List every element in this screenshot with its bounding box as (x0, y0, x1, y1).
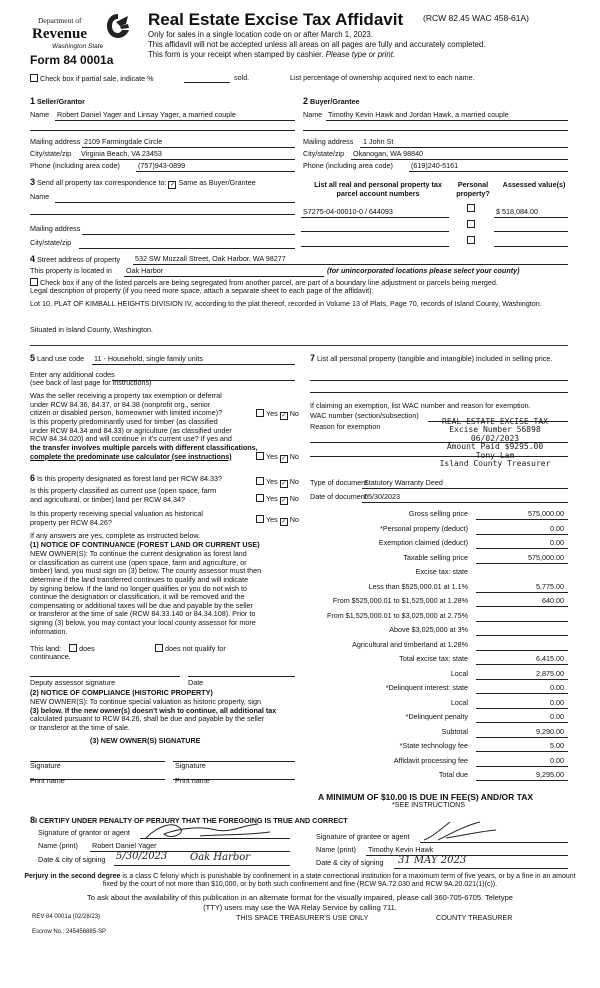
same-as-buyer-label: Same as Buyer/Grantee (178, 178, 256, 187)
notice-line: compensating or additional taxes will be due and payable by the seller (30, 600, 253, 610)
no-label: No (289, 477, 299, 486)
q2-line: Is this property predominantly used for timber (as classified (30, 417, 218, 426)
q-line: Is this property classified as current use (open space, farm (30, 486, 217, 495)
s3-name-label: Name (30, 192, 50, 201)
yes-label: Yes (266, 515, 278, 524)
section-1-title: Seller/Grantor (37, 97, 85, 106)
parcel-number-field[interactable]: S7275-04-00010-0 / 644093 (303, 207, 393, 216)
buyer-city-field[interactable]: Okanogan, WA 98840 (353, 149, 424, 158)
calc-label: *State technology fee (399, 741, 468, 750)
doc-date-field[interactable]: 05/30/2023 (364, 492, 400, 501)
calc-underline (476, 780, 568, 781)
alt-format-2: (TTY) users may use the WA Relay Service by calling 711. (203, 903, 397, 912)
segregated-label: Check box if any of the listed parcels are being segregated from another parcel, are part of a boundary line adjustment or parcels being merged. (40, 278, 498, 287)
grantee-name-label: Name (print) (316, 845, 356, 854)
seller-mail-field[interactable]: 2109 Farmingdale Circle (84, 137, 163, 146)
calc-label: Taxable selling price (403, 552, 468, 562)
owner-print-label-1: Print name (30, 776, 65, 785)
q1-yes-label: Yes (266, 409, 278, 418)
q1-line: citizen or disabled person, homeowner with limited income)? (30, 408, 223, 418)
statute-ref: (RCW 82.45 WAC 458-61A) (423, 13, 529, 23)
alt-format-1: To ask about the availability of this publication in an alternate format for the visually impaired, please call 360-705-6705. Teletype (87, 893, 513, 902)
does-not-checkbox[interactable] (155, 644, 163, 652)
notice-line: determine if the land transferred continues to qualify and will indicate (30, 574, 249, 584)
subtitle-1: Only for sales in a single location code on or after March 1, 2023. (148, 30, 373, 39)
s3-mail-label: Mailing address (30, 224, 81, 233)
notice-line: timber) land, you must sign on (3) below. The county assessor must then (30, 566, 262, 576)
timber-question (30, 418, 258, 461)
buyer-phone-field[interactable]: (619)240-5161 (411, 161, 459, 170)
subtitle-3-row (148, 50, 395, 59)
q2-yes-no (256, 452, 299, 463)
additional-codes-note: (see back of last page for instructions) (30, 378, 152, 387)
partial-sold-label: sold. (234, 73, 250, 82)
s6-q2-yes-checkbox[interactable] (256, 494, 264, 502)
notice-line: NEW OWNER(S): To continue the current designation as forest land (30, 549, 247, 558)
calc-value[interactable]: 0.00 (550, 523, 564, 533)
q2-yes-label: Yes (266, 452, 278, 461)
calc-value[interactable]: 0.00 (550, 538, 564, 547)
calc-label: From $525,000.01 to $1,525,000 at 1.28% (332, 596, 468, 605)
unincorporated-note: (for unincorporated locations please select your county) (327, 266, 520, 275)
section-3-number: 3 (30, 177, 36, 187)
calc-label: *Delinquent interest: state (385, 683, 468, 692)
seller-mail-label: Mailing address (30, 137, 81, 146)
section-8-number: 8 (30, 815, 36, 825)
same-as-buyer-checkbox[interactable]: ✓ (169, 182, 175, 188)
calc-underline (476, 606, 568, 607)
situated-text: Situated in Island County, Washington. (30, 325, 154, 334)
owner-print-label-2: Print name (175, 776, 210, 785)
wac-number-label: WAC number (section/subsection) (310, 411, 419, 420)
s6-q3-yes-no (256, 515, 299, 526)
calc-underline (476, 592, 568, 593)
calc-underline (476, 635, 568, 636)
see-instructions: *SEE INSTRUCTIONS (392, 800, 466, 809)
calc-label: Excise tax: state (415, 567, 468, 576)
continuance-label: continuance. (30, 652, 71, 661)
notice-line: calculated pursuant to RCW 84.26, shall be due and payable by the seller (30, 714, 265, 724)
does-label: does (79, 644, 95, 653)
section-5-row (30, 353, 84, 364)
calc-label: Subtotal (441, 726, 468, 736)
calc-value[interactable]: 5,775.00 (536, 581, 564, 591)
no-label: No (289, 515, 299, 524)
q-line: property per RCW 84.26? (30, 517, 112, 527)
calc-underline (476, 751, 568, 752)
q2-line: complete the predominate use calculator (see instructions) (30, 451, 232, 461)
dept-line3: Washington State (52, 43, 104, 50)
calc-underline (476, 679, 568, 680)
legal-description[interactable]: Lot 10, PLAT OF KIMBALL HEIGHTS DIVISION IV, according to the plat thereof, recorded in Volume 13 of Plats, Page 70, records of Island County, Washington. (30, 299, 542, 308)
additional-codes-label: Enter any additional codes (30, 370, 115, 379)
q-line: Is this property receiving special valuation as historical (30, 509, 203, 518)
calc-label: Exemption claimed (deduct) (378, 538, 468, 547)
calc-value[interactable]: 5.00 (550, 741, 564, 750)
legal-label: Legal description of property (if you need more space, attach a separate sheet to each page of the affidavit). (30, 286, 374, 295)
street-address-field[interactable]: 532 SW Muzzall Street, Oak Harbor, WA 98277 (135, 254, 286, 263)
county-treasurer-label: COUNTY TREASURER (436, 913, 513, 922)
calc-value[interactable]: 9,290.00 (536, 726, 564, 736)
calc-label: Above $3,025,000 at 3% (389, 625, 468, 634)
calc-value[interactable]: 9,295.00 (536, 770, 564, 779)
s6-q3-no-checkbox[interactable]: ✓ (281, 519, 287, 525)
notice-2-text (30, 698, 276, 733)
grantor-signature (140, 818, 280, 844)
q2-no-checkbox[interactable]: ✓ (281, 456, 287, 462)
partial-sale-row (30, 74, 153, 84)
calc-value[interactable]: 0.00 (550, 712, 564, 721)
current-use-question (30, 487, 216, 504)
subtitle-3b: Please type or print. (325, 50, 396, 59)
assessed-value-field[interactable]: $ 518,084.00 (496, 207, 538, 216)
section-2-number: 2 (303, 96, 309, 106)
q2-yes-checkbox[interactable] (256, 452, 264, 460)
q2-no-label: No (289, 452, 299, 461)
stamp-line: 06/02/2023 (470, 433, 520, 443)
calc-underline (476, 766, 568, 767)
perjury-notice (24, 873, 576, 890)
q-line: and agricultural, or timber) land per RCW 84.34? (30, 494, 186, 504)
located-label: This property is located in (30, 266, 112, 275)
section-4-row (30, 254, 120, 265)
calc-value[interactable]: 640.00 (542, 596, 564, 605)
calc-underline (476, 563, 568, 564)
section-7 (310, 353, 568, 364)
notice-line: or transferor at the time of sale. (30, 722, 130, 732)
no-label: No (289, 494, 299, 503)
seller-phone-field[interactable]: (757)943-0899 (138, 161, 186, 170)
section-4-number: 4 (30, 254, 36, 264)
calc-value[interactable]: 0.00 (550, 755, 564, 765)
treasurer-use-label: THIS SPACE TREASURER'S USE ONLY (236, 913, 369, 922)
seller-city-field[interactable]: Virginia Beach, VA 23453 (81, 149, 162, 158)
this-land-label: This land: (30, 644, 62, 653)
wac-instruction: If claiming an exemption, list WAC number and reason for exemption. (310, 401, 531, 410)
calc-value[interactable]: 0.00 (550, 697, 564, 707)
grantee-signature (420, 818, 500, 844)
grantor-city-field[interactable]: Oak Harbor (190, 852, 251, 863)
doc-date-label: Date of document (310, 492, 367, 501)
s6-q3-yes-checkbox[interactable] (256, 515, 264, 523)
wa-logo-icon (106, 12, 130, 40)
section-2-title: Buyer/Grantee (310, 97, 360, 106)
grantor-name-field[interactable]: Robert Daniel Yager (92, 841, 157, 850)
deputy-sig-label: Deputy assessor signature (30, 678, 116, 687)
calc-value[interactable]: 2,875.00 (536, 668, 564, 678)
owner-sig-label-2: Signature (175, 761, 206, 770)
calc-label: Agricultural and timberland at 1.28% (352, 639, 468, 649)
exemption-question (30, 392, 222, 418)
land-use-label: Land use code (37, 354, 85, 363)
does-not-row (155, 644, 226, 654)
doc-type-field[interactable]: Statutory Warranty Deed (364, 478, 443, 487)
grantor-name-label: Name (print) (38, 841, 78, 850)
q1-yes-no (256, 409, 299, 420)
street-address-label: Street address of property (37, 255, 121, 264)
grantor-date-field[interactable]: 5/30/2023 (116, 851, 168, 862)
segregated-checkbox[interactable] (30, 278, 38, 286)
section-7-text: List all personal property (tangible and intangible) included in selling price. (317, 354, 553, 363)
stamp-line: Island County Treasurer (439, 458, 551, 468)
yes-label: Yes (266, 477, 278, 486)
seller-phone-label: Phone (including area code) (30, 161, 120, 170)
calc-label: *Delinquent penalty (405, 712, 468, 721)
subtitle-3: This form is your receipt when stamped by cashier. (148, 50, 324, 59)
does-not-label: does not qualify for (165, 644, 226, 653)
deputy-date-label: Date (188, 678, 204, 687)
revision-label: REV 84 0001a (02/28/23) (32, 914, 101, 920)
forest-question: Is this property designated as forest land per RCW 84.33? (37, 474, 222, 483)
yes-label: Yes (266, 494, 278, 503)
q1-line: under RCW 84.36, 84.37, or 84.38 (nonprofit org., senior (30, 399, 211, 409)
notice-1-text (30, 550, 295, 636)
section-7-number: 7 (310, 353, 316, 363)
notice-line: or transferor at the time of sale (RCW 84.33.140 or 84.34.108). Prior to (30, 609, 256, 619)
calc-underline (476, 534, 568, 535)
grantee-date-label: Date & city of signing (316, 858, 384, 867)
if-any-yes: If any answers are yes, complete as instructed below. (30, 531, 201, 540)
grantee-name-field[interactable]: Timothy Kevin Hawk (368, 845, 434, 854)
calc-underline (476, 664, 568, 665)
s6-q2-no-checkbox[interactable]: ✓ (281, 498, 287, 504)
grantee-date-field[interactable]: 31 MAY 2023 (398, 855, 467, 866)
notice-line: information. (30, 626, 68, 636)
calc-value[interactable]: 575,000.00 (528, 552, 564, 562)
s3-city-label: City/state/zip (30, 238, 72, 247)
dept-line1: Department of (38, 16, 82, 25)
grantor-sig-label: Signature of grantor or agent (38, 828, 130, 837)
stamp-line: REAL ESTATE EXCISE TAX (442, 417, 548, 426)
seller-name-label: Name (30, 110, 50, 119)
notice-line: signing (3) below, you may contact your local county assessor for more (30, 618, 256, 628)
notice-line: NEW OWNER(S): To continue special valuation as historic property, sign (30, 697, 262, 706)
reason-label: Reason for exemption (310, 422, 381, 431)
perjury-text: is a class C felony which is punishable by confinement in a state correctional institution for a maximum term of five years, or by a fine in an amount fixed by the court of not more than $10,000, or by both such confinement and fine (RCW 9A.72.030 and RCW 9A.20.021(1)(c)). (102, 873, 576, 889)
personal-property-checkbox-1[interactable] (467, 204, 477, 214)
buyer-city-label: City/state/zip (303, 149, 345, 158)
section-2-title-row (303, 96, 360, 107)
notice-1-title: (1) NOTICE OF CONTINUANCE (FOREST LAND OR CURRENT USE) (30, 540, 260, 549)
notice-line: by signing below. If the land no longer qualifies or you do not wish to (30, 583, 247, 593)
calc-underline (476, 693, 568, 694)
does-checkbox[interactable] (69, 644, 77, 652)
calc-label: From $1,525,000.01 to $3,025,000 at 2.75% (326, 610, 468, 620)
calc-value[interactable]: 6,415.00 (536, 654, 564, 663)
stamp-line: Tony Lam (475, 450, 515, 460)
q1-no-label: No (289, 409, 299, 418)
personal-property-checkbox-2[interactable] (467, 220, 477, 230)
ownership-note: List percentage of ownership acquired next to each name. (290, 73, 475, 82)
s6-q2-yes-no (256, 494, 299, 505)
section-1-title-row (30, 96, 85, 107)
section-3-text: Send all property tax correspondence to: (37, 178, 167, 187)
personal-property-header: Personal property? (456, 180, 490, 198)
calc-value[interactable]: 575,000.00 (528, 509, 564, 518)
grantee-sig-label: Signature of grantee or agent (316, 832, 410, 841)
calc-label: Less than $525,000.01 at 1.1% (368, 581, 468, 591)
buyer-mail-label: Mailing address (303, 137, 354, 146)
partial-sale-label: Check box if partial sale, indicate % (40, 74, 154, 83)
assessed-header: Assessed value(s) (502, 180, 566, 189)
calc-underline (476, 737, 568, 738)
q2-line: under RCW 84.34 and 84.33) or agriculture (as classified under (30, 425, 232, 435)
subtitle-2: This affidavit will not be accepted unless all areas on all pages are fully and accurately completed. (148, 40, 486, 49)
historic-question (30, 510, 203, 527)
partial-pct-field[interactable] (184, 82, 230, 83)
calc-label: Local (450, 697, 468, 707)
calc-label: Gross selling price (408, 509, 468, 518)
buyer-name-label: Name (303, 110, 323, 119)
section-1-number: 1 (30, 96, 36, 106)
land-use-field[interactable]: 11 - Household, single family units (94, 354, 203, 363)
section-5-number: 5 (30, 353, 36, 363)
located-field[interactable]: Oak Harbor (126, 266, 164, 275)
section-6-row (30, 473, 222, 484)
form-number: Form 84 0001a (30, 53, 114, 67)
personal-property-checkbox-3[interactable] (467, 236, 477, 246)
s6-q1-yes-checkbox[interactable] (256, 477, 264, 485)
notice-3-title: (3) NEW OWNER(S) SIGNATURE (90, 736, 201, 745)
calc-label: Affidavit processing fee (393, 755, 468, 765)
calc-underline (476, 708, 568, 709)
notice-2-title: (2) NOTICE OF COMPLIANCE (HISTORIC PROPERTY) (30, 688, 213, 697)
calc-underline (476, 519, 568, 520)
notice-line: continue the designation or classification, it will be removed and the (30, 592, 245, 602)
doc-type-label: Type of document (310, 478, 368, 487)
q1-line: Was the seller receiving a property tax exemption or deferral (30, 391, 222, 400)
s6-q1-no-checkbox[interactable]: ✓ (281, 481, 287, 487)
calc-underline (476, 650, 568, 651)
treasurer-stamp (425, 418, 565, 468)
buyer-name-field[interactable]: Timothy Kevin Hawk and Jordan Hawk, a married couple (328, 110, 509, 119)
stamp-line: Excise Number 56898 (449, 425, 541, 435)
calc-value[interactable]: 0.00 (550, 683, 564, 692)
partial-sale-checkbox[interactable] (30, 74, 38, 82)
dept-line2: Revenue (32, 26, 87, 42)
notice-line: or classification as current use (open space, farm and agriculture, or (30, 557, 247, 567)
certify-text: I CERTIFY UNDER PENALTY OF PERJURY THAT THE FOREGOING IS TRUE AND CORRECT (35, 816, 348, 825)
s6-q1-yes-no (256, 477, 299, 488)
stamp-line: Amount Paid $9295.00 (446, 442, 544, 452)
calc-underline (476, 722, 568, 723)
owner-sig-label-1: Signature (30, 761, 61, 770)
page-title: Real Estate Excise Tax Affidavit (148, 10, 404, 29)
calc-label: *Personal property (deduct) (380, 523, 468, 533)
calc-underline (476, 621, 568, 622)
section-6-number: 6 (30, 473, 36, 483)
parcel-header: List all real and personal property tax parcel account numbers (314, 180, 442, 198)
seller-city-label: City/state/zip (30, 149, 72, 158)
escrow-number: Escrow No.: 245456885-SP (32, 929, 107, 935)
minimum-due: A MINIMUM OF $10.00 IS DUE IN FEE(S) AND/OR TAX (318, 792, 534, 802)
buyer-phone-label: Phone (including area code) (303, 161, 393, 170)
calc-underline (476, 548, 568, 549)
notice-line: (3) below. If the new owner(s) doesn't wish to continue, all additional tax (30, 705, 277, 715)
q1-no-checkbox[interactable]: ✓ (281, 413, 287, 419)
grantor-date-label: Date & city of signing (38, 855, 106, 864)
calc-label: Local (450, 668, 468, 678)
q2-line: the transfer involves multiple parcels with different classifications, (30, 442, 258, 452)
q1-yes-checkbox[interactable] (256, 409, 264, 417)
section-3-row (30, 177, 256, 189)
q2-line: RCW 84.34.020) and will continue in it's current use? If yes and (30, 434, 232, 444)
calc-label: Total due (438, 770, 468, 779)
perjury-lead: Perjury in the second degree (24, 873, 121, 880)
calc-label: Total excise tax: state (399, 654, 468, 663)
buyer-mail-field[interactable]: 1 John St (363, 137, 394, 146)
seller-name-field[interactable]: Robert Daniel Yager and Linsay Yager, a married couple (57, 110, 236, 119)
